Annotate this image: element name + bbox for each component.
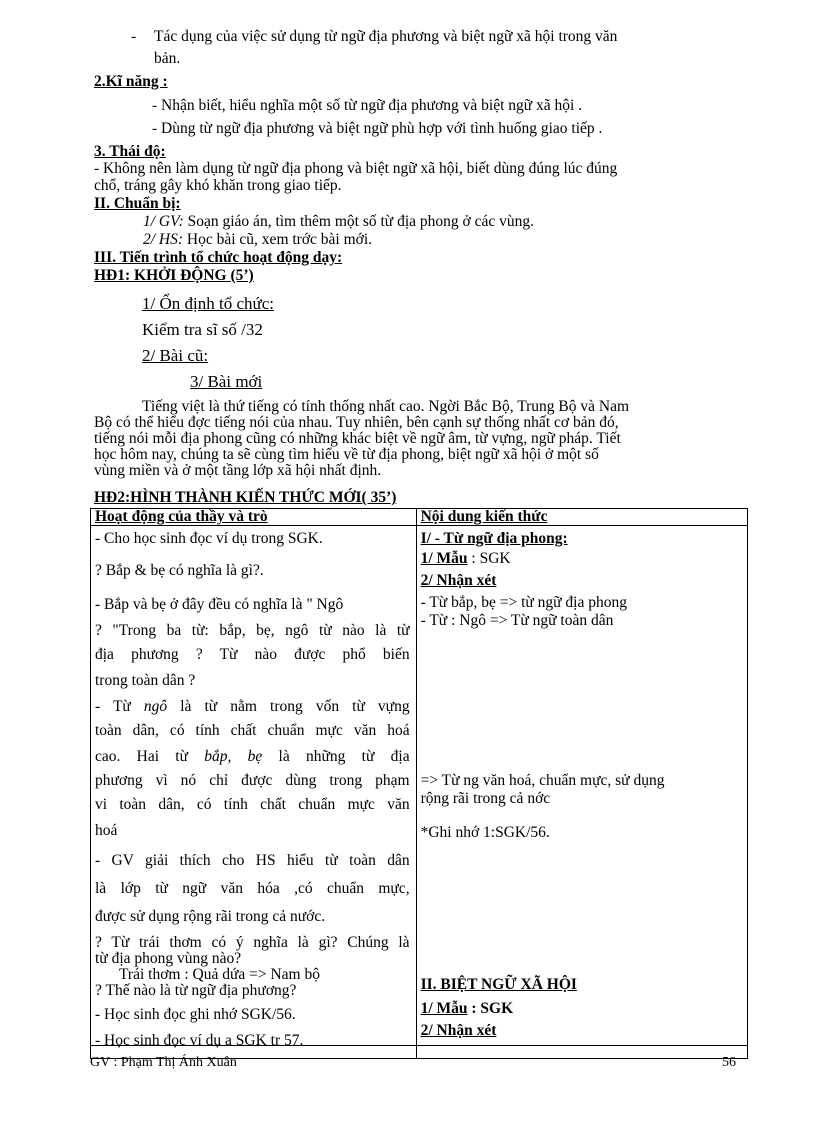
footer-page-number: 56 — [722, 1055, 736, 1070]
activity-text: là từ nằm trong vốn từ vựng — [167, 698, 410, 715]
activity-line: - Học sinh đọc ghi nhớ SGK/56. — [95, 1006, 296, 1023]
content-subheading: 2/ Nhận xét — [420, 572, 497, 589]
activity-line: địa phương ? Từ nào được phổ biến — [95, 646, 410, 663]
activity-line: từ địa phong vùng nào? — [95, 950, 242, 967]
intro-line: Tiếng việt là thứ tiếng có tính thống nhất cao. Ngời Bắc Bộ, Trung Bộ và Nam — [142, 398, 630, 415]
col-header-content: Nội dung kiến thức — [416, 509, 747, 526]
activity-line: ? Từ trái thơm có ý nghĩa là gì? Chúng là — [95, 934, 410, 951]
activity-line: được sử dụng rộng rãi trong cả nước. — [95, 908, 326, 925]
table-header-row — [91, 509, 748, 526]
content-sample-label: 1/ Mẫu — [420, 550, 468, 567]
activity-line: - Bắp và bẹ ở đây đều có nghĩa là " Ngô — [95, 596, 344, 613]
activity-line: phương vì nó chỉ được dùng trong phạm — [95, 772, 410, 789]
activities-cell — [91, 526, 417, 1059]
content-line: *Ghi nhớ 1:SGK/56. — [420, 824, 550, 841]
objective-text: Tác dụng của việc sử dụng từ ngữ địa phương và biệt ngữ xã hội trong văn — [154, 28, 618, 45]
lesson-table — [90, 508, 748, 1059]
activity-line: trong toàn dân ? — [95, 672, 196, 689]
content-sample — [421, 550, 741, 568]
skill-item: - Dùng từ ngữ địa phương và biệt ngữ phù hợp với tình huống giao tiếp . — [152, 120, 603, 137]
activity-line: vi toàn dân, có tính chất chuẩn mực văn — [95, 796, 410, 813]
content-line: - Từ bắp, bẹ => từ ngữ địa phong — [420, 594, 627, 611]
activity-text-italic: ngô — [143, 698, 168, 715]
prep-gv-text: Soạn giáo án, tìm thêm một số từ địa phong ở các vùng. — [183, 213, 534, 230]
stabilize-heading — [142, 294, 274, 314]
content-line: rộng rãi trong cả nớc — [420, 790, 551, 807]
footer-author: GV : Phạm Thị Ánh Xuân — [90, 1055, 237, 1070]
content-sample-text: : SGK — [467, 1000, 514, 1017]
attitude-heading: 3. Thái độ: — [94, 143, 166, 160]
hd2-heading: HĐ2:HÌNH THÀNH KIẾN THỨC MỚI( 35’) — [94, 489, 397, 506]
activity-line: ? "Trong ba từ: bắp, bẹ, ngô từ nào là từ — [95, 622, 410, 639]
prep-gv — [143, 213, 534, 231]
activity-line: Trái thơm : Quả dứa => Nam bộ — [119, 966, 320, 983]
attitude-line: chổ, tráng gây khó khăn trong giao tiếp. — [94, 177, 342, 194]
content-subheading: 2/ Nhận xét — [420, 1022, 497, 1039]
content-sample — [421, 1000, 741, 1018]
intro-line: vùng miền và ở một tầng lớp xã hội nhất định. — [94, 462, 382, 479]
content-sample-text: : SGK — [467, 550, 511, 567]
bullet-dash: - — [131, 28, 137, 45]
prep-hs-label: 2/ HS: — [143, 231, 184, 248]
content-sample-label: 1/ Mẫu — [420, 1000, 468, 1017]
new-lesson-heading: 3/ Bài mới — [190, 372, 263, 391]
activity-line: toàn dân, có tính chất chuẩn mực văn hoá — [95, 722, 410, 739]
activity-line: - Học sinh đọc ví dụ a SGK tr 57. — [95, 1032, 304, 1049]
activity-text-italic: bắp, bẹ — [204, 748, 263, 765]
activity-line: ? Bắp & bẹ có nghĩa là gì?. — [95, 562, 264, 579]
activity-line: - Cho học sinh đọc ví dụ trong SGK. — [95, 530, 323, 547]
activity-text: cao. Hai từ — [95, 748, 205, 765]
content-line: - Từ : Ngô => Từ ngữ toàn dân — [420, 612, 614, 629]
hd1-heading: HĐ1: KHỞI ĐỘNG (5’) — [94, 267, 254, 284]
content-line: => Từ ng văn hoá, chuẩn mực, sử dụng — [420, 772, 665, 789]
attitude-line: - Không nên làm dụng từ ngữ địa phong và biệt ngữ xã hội, biết dùng đúng lúc đúng — [94, 160, 618, 177]
intro-line: tiếng nói mỗi địa phong cũng có những khác biệt về ngữ âm, từ vựng, ngữ pháp. Tiết — [94, 430, 621, 447]
activity-line: hoá — [95, 822, 118, 839]
intro-line: học hôm nay, chúng ta sẽ cùng tìm hiểu về từ địa phong, biệt ngữ xã hội ở một số — [94, 446, 599, 463]
prep-gv-label: 1/ GV: — [143, 213, 184, 230]
intro-line: Bộ có thể hiểu đợc tiếng nói của nhau. Tuy nhiên, bên cạnh sự thống nhất cơ bản đó, — [94, 414, 619, 431]
activity-line: - GV giải thích cho HS hiểu từ toàn dân — [95, 852, 410, 869]
table-row — [91, 526, 748, 1059]
col-header-activities: Hoạt động của thầy và trò — [91, 509, 417, 526]
skills-heading: 2.Kĩ năng : — [94, 73, 168, 90]
content-cell — [416, 526, 747, 1059]
skill-item: - Nhận biết, hiểu nghĩa một số từ ngữ địa phương và biệt ngữ xã hội . — [152, 97, 583, 114]
content-heading: II. BIỆT NGỮ XÃ HỘI — [420, 976, 577, 993]
activity-line: ? Thế nào là từ ngữ địa phương? — [95, 982, 297, 999]
activity-line: là lớp từ ngữ văn hóa ,có chuẩn mực, — [95, 880, 410, 897]
prep-heading: II. Chuẩn bị: — [94, 195, 181, 212]
activity-line — [95, 698, 410, 716]
objective-text-cont: bản. — [154, 50, 181, 67]
prep-hs-text: Học bài cũ, xem trớc bài mới. — [183, 231, 373, 248]
activity-text: là những từ địa — [262, 748, 410, 765]
activity-line — [95, 748, 410, 766]
process-heading: III. Tiến trình tổ chức hoạt động dạy: — [94, 249, 343, 266]
activity-text: - Từ — [95, 698, 144, 715]
prep-hs — [143, 231, 372, 249]
stabilize-heading-text: 1/ Ổn định tổ chức: — [142, 294, 274, 313]
attendance-line: Kiểm tra sĩ số /32 — [142, 320, 263, 339]
content-heading: I/ - Từ ngữ địa phong: — [420, 530, 568, 547]
footer-divider — [90, 1045, 748, 1046]
old-lesson-heading: 2/ Bài cũ: — [142, 346, 209, 365]
